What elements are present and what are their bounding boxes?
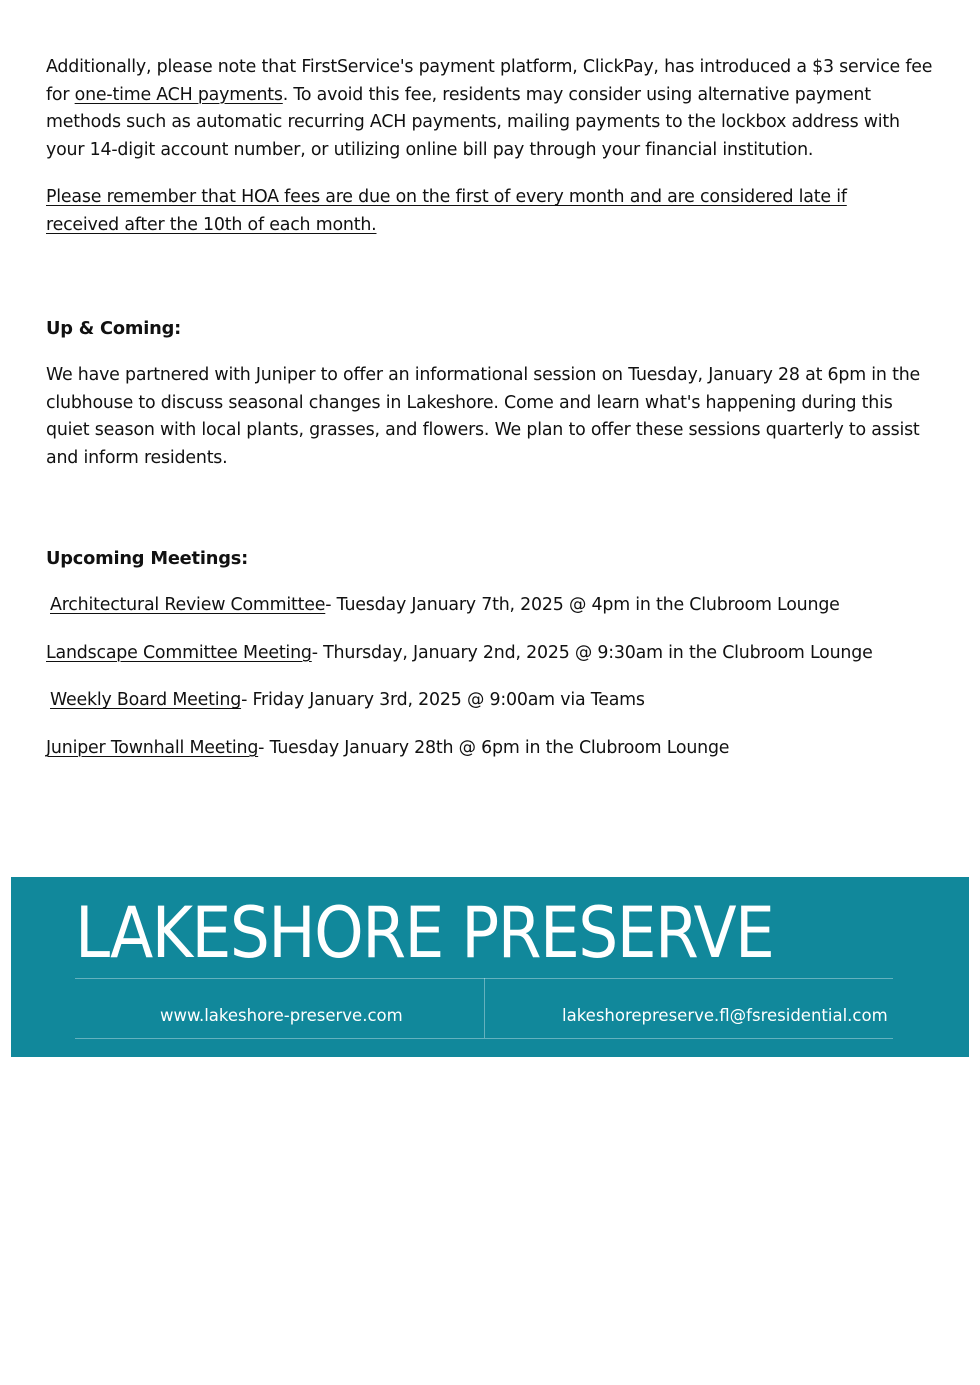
up-coming-heading: Up & Coming: — [46, 317, 182, 339]
one-time-ach-link[interactable]: one-time ACH payments — [74, 84, 283, 105]
meeting-details: - Tuesday January 28th @ 6pm in the Clubroom Lounge — [258, 737, 730, 758]
email-link[interactable]: lakeshorepreserve.fl@fsresidential.com — [562, 1006, 888, 1025]
payment-notice-text-2: . To avoid this fee, residents may consider using alternative payment methods such as automatic recurring ACH payments, mailing payments to the lockbox address with your 14-digit account number, or utilizing online bill pay through your financial institution. — [46, 84, 900, 160]
meeting-item — [46, 687, 941, 715]
juniper-townhall-meeting-link[interactable]: Juniper Townhall Meeting — [46, 737, 259, 758]
footer-divider-vertical — [484, 978, 485, 1038]
footer-banner — [11, 877, 969, 1057]
up-coming-paragraph: We have partnered with Juniper to offer an informational session on Tuesday, January 28 at 6pm in the clubhouse to discuss seasonal changes in Lakeshore. Come and learn what's happening during this quiet season with local plants, grasses, and flowers. We plan to offer these sessions quarterly to assist and inform residents. — [46, 365, 921, 468]
meeting-item — [46, 640, 941, 668]
upcoming-meetings-heading: Upcoming Meetings: — [46, 547, 249, 569]
newsletter-body — [46, 54, 941, 783]
meeting-details: - Tuesday January 7th, 2025 @ 4pm in the Clubroom Lounge — [325, 595, 840, 616]
meeting-item — [46, 592, 941, 620]
payment-notice-paragraph — [46, 54, 941, 164]
footer-title: LAKESHORE PRESERVE — [75, 892, 774, 974]
architectural-review-committee-link[interactable]: Architectural Review Committee — [50, 595, 326, 616]
meeting-details: - Thursday, January 2nd, 2025 @ 9:30am in the Clubroom Lounge — [311, 642, 873, 663]
footer-divider-bottom — [75, 1038, 893, 1039]
meeting-details: - Friday January 3rd, 2025 @ 9:00am via Teams — [241, 690, 645, 711]
payment-notice-text-1: Additionally, please note that FirstService's payment platform, ClickPay, has introduced a $3 service fee for — [46, 57, 933, 105]
meeting-item — [46, 735, 941, 763]
landscape-committee-meeting-link[interactable]: Landscape Committee Meeting — [46, 642, 312, 663]
weekly-board-meeting-link[interactable]: Weekly Board Meeting — [50, 690, 242, 711]
hoa-fee-reminder: Please remember that HOA fees are due on the first of every month and are considered late if received after the 10th of each month. — [46, 187, 847, 235]
website-link[interactable]: www.lakeshore-preserve.com — [160, 1006, 403, 1025]
